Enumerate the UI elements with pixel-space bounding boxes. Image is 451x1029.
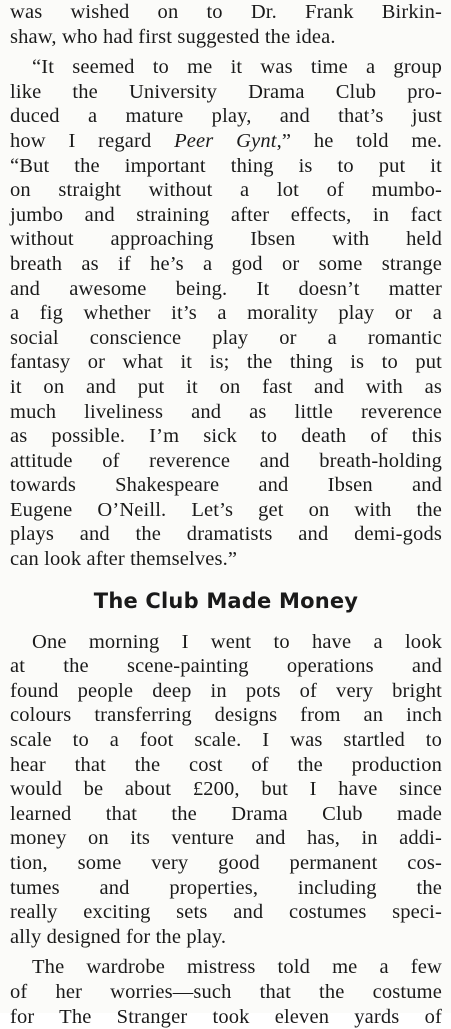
text-line-with-title: how I regard Peer Gynt,” he told me.: [10, 129, 443, 152]
text-line: of her worries—such that the costume: [10, 980, 442, 1003]
text-line: fantasy or what it is; the thing is to put: [10, 351, 442, 374]
text-line: plays and the dramatists and demi-gods: [10, 523, 442, 546]
text-line: learned that the Drama Club made: [10, 802, 442, 825]
paragraph-2-quote: [10, 55, 442, 571]
text-line: much liveliness and as little reverence: [10, 400, 442, 423]
text-line: found people deep in pots of very bright: [10, 679, 442, 702]
text-line: duced a mature play, and that’s just: [10, 105, 442, 128]
text-column: [10, 0, 442, 1029]
text-line: like the University Drama Club pro-: [10, 80, 442, 103]
text-line: for The Stranger took eleven yards of: [10, 1005, 442, 1028]
text-line: a fig whether it’s a morality play or a: [10, 302, 442, 325]
text-line: without approaching Ibsen with held: [10, 228, 442, 251]
text-line: scale to a foot scale. I was startled to: [10, 729, 442, 752]
text-line: was wished on to Dr. Frank Birkin-: [10, 1, 442, 23]
text-line: Eugene O’Neill. Let’s get on with the: [10, 498, 442, 521]
text-line: tumes and properties, including the: [10, 876, 442, 899]
text-line: it on and put it on fast and with as: [10, 375, 442, 398]
text-line: really exciting sets and costumes speci-: [10, 901, 442, 924]
paragraph-4: [10, 955, 442, 1029]
text-line: can look after themselves.”: [10, 548, 238, 571]
paragraph-1: [10, 0, 442, 49]
section-heading: The Club Made Money: [93, 588, 359, 613]
text-line: and awesome being. It doesn’t matter: [10, 277, 442, 300]
text-line: would be about £200, but I have since: [10, 778, 442, 801]
text-line: The wardrobe mistress told me a few: [32, 956, 442, 979]
text-line: social conscience play or a romantic: [10, 326, 442, 349]
text-line: towards Shakespeare and Ibsen and: [10, 474, 442, 497]
paragraph-3: [10, 630, 442, 950]
text-line: shaw, who had first suggested the idea.: [10, 25, 336, 48]
text-line: “But the important thing is to put it: [10, 154, 442, 177]
text-line: colours transferring designs from an inch: [10, 704, 442, 727]
text-line: ally designed for the play.: [10, 925, 227, 948]
text-line: on straight without a lot of mumbo-: [10, 179, 442, 202]
text-line: jumbo and straining after effects, in fact: [10, 203, 442, 226]
text-line: attitude of reverence and breath-holding: [10, 449, 442, 472]
text-line: “It seemed to me it was time a group: [32, 56, 442, 79]
text-line: money on its venture and has, in addi-: [10, 827, 442, 850]
text-line: at the scene-painting operations and: [10, 655, 442, 678]
text-line: breath as if he’s a god or some strange: [10, 252, 442, 275]
text-line: hear that the cost of the production: [10, 753, 442, 776]
text-line: One morning I went to have a look: [32, 630, 442, 653]
text-line: tion, some very good permanent cos-: [10, 852, 442, 874]
play-title: Peer Gynt: [174, 129, 277, 152]
text-line: as possible. I’m sick to death of this: [10, 425, 442, 448]
